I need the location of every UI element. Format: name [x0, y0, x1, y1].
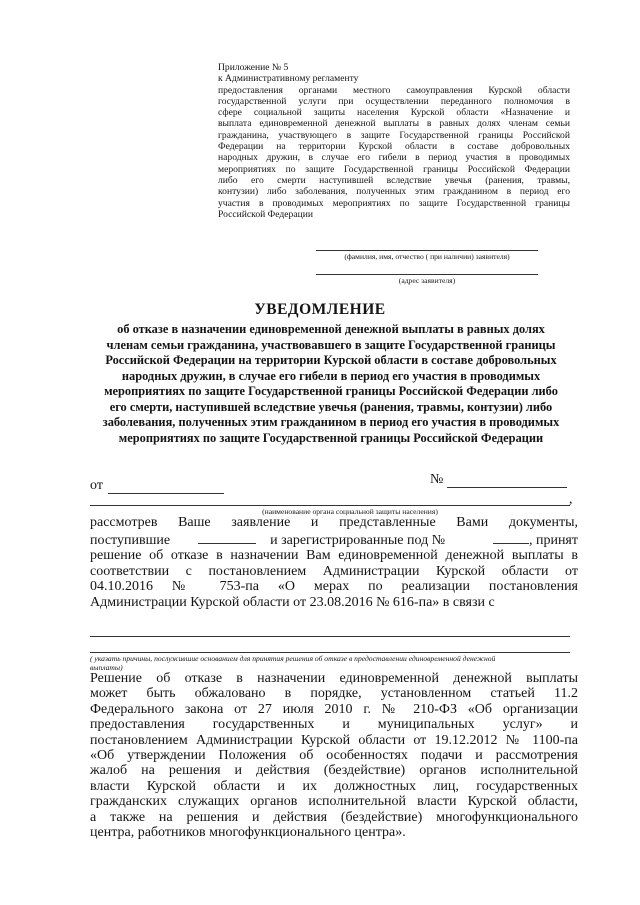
- reason-line[interactable]: [90, 636, 570, 637]
- reason-line[interactable]: [90, 652, 570, 653]
- body-line: соответствии с постановлением Администрации Курской области от: [90, 563, 578, 579]
- organ-name-line[interactable]: [90, 505, 570, 506]
- appendix-text-line: предоставления органами местного самоуправления Курской области: [218, 84, 570, 96]
- subtitle-line: его смерти, наступившей вследствие увечья (ранения, травмы, контузии) либо: [109, 399, 553, 414]
- appendix-number: Приложение № 5: [218, 62, 289, 73]
- body-paragraph-2: [90, 671, 578, 840]
- reason-note: [90, 654, 578, 672]
- applicant-address-caption: (адрес заявителя): [398, 276, 456, 285]
- received-date-field[interactable]: [198, 531, 256, 544]
- body-text: поступившие: [90, 532, 171, 548]
- number-field[interactable]: [447, 487, 567, 488]
- body-text: [270, 533, 487, 549]
- registration-number-field[interactable]: [493, 531, 529, 544]
- appendix-text-line: контузии) либо заболевания, полученных этим гражданином в период его: [218, 186, 570, 198]
- reason-note-line: выплаты): [90, 663, 123, 672]
- body-paragraph-1: [90, 515, 578, 610]
- subtitle-line: мероприятиях по защите Государственной границы Российской Федерации: [118, 430, 544, 445]
- document-subtitle: [88, 322, 574, 446]
- appendix-text-line: гражданина, участвующего в защите Государственной границы Российской: [218, 129, 570, 141]
- appendix-text-line: либо его смерти наступившей вследствие увечья (ранения, травмы,: [218, 174, 570, 186]
- applicant-address-line[interactable]: [316, 274, 538, 275]
- appendix-text-line: государственной услуги при осуществлении переданного полномочия в: [218, 95, 570, 107]
- applicant-name-caption: (фамилия, имя, отчество ( при наличии) заявителя): [344, 252, 510, 261]
- body-text: , принят: [528, 532, 578, 548]
- body-line: постановлением Администрации Курской области от 19.12.2012 № 1100-па: [90, 732, 578, 748]
- body-text-registered: и зарегистрированные под №: [270, 532, 446, 548]
- organ-trailing-comma: ,: [569, 492, 573, 507]
- appendix-reference: к Административному регламенту: [218, 73, 359, 85]
- subtitle-line: заболевания, полученных этим гражданином в период его участия в проводимых: [102, 415, 560, 429]
- applicant-name-line[interactable]: [316, 250, 538, 251]
- body-line: предоставления государственных и муниципальных услуг» и: [90, 717, 578, 733]
- appendix-block: [218, 62, 570, 220]
- body-line: «Об утверждении Положения об особенностях подачи и рассмотрения: [90, 748, 578, 764]
- organ-caption: (наименование органа социальной защиты населения): [262, 507, 438, 516]
- number-label: №: [430, 472, 444, 487]
- subtitle-line: мероприятиях по защите Государственной границы Российской Федерации либо: [104, 384, 558, 398]
- body-line: центра, работников многофункционального центра».: [90, 825, 406, 841]
- body-line: Администрации Курской области от 23.08.2016 № 616-па» в связи с: [90, 594, 495, 610]
- body-line: власти Курской области и их должностных лиц, государственных: [90, 778, 578, 794]
- subtitle-line: Российской Федерации на территории Курской области в составе добровольных: [105, 353, 557, 367]
- appendix-text-line: мероприятиях по защите Государственной границы Российской Федерации: [218, 163, 570, 175]
- appendix-text-line: сфере социальной защиты населения Курской области «Назначение и: [218, 107, 570, 119]
- appendix-text-line: Российской Федерации: [218, 208, 313, 220]
- body-line: может быть обжаловано в порядке, установленном статьей 11.2: [90, 686, 578, 702]
- body-line: 04.10.2016 № 753-па «О мерах по реализации постановления: [90, 579, 578, 594]
- body-line: Решение об отказе в назначении единовременной денежной выплаты: [90, 671, 578, 686]
- body-line: Федерального закона от 27 июля 2010 г. № 210-ФЗ «Об организации: [90, 701, 578, 717]
- body-line: жалоб на решения и действия (бездействие) органов исполнительной: [90, 763, 578, 779]
- appendix-text-line: Федерации на территории Курской области в составе добровольных: [218, 141, 570, 153]
- body-line: гражданских служащих органов исполнительной власти Курской области,: [90, 794, 578, 810]
- from-label: от: [90, 478, 103, 493]
- subtitle-line: народных дружин, в случае его гибели в период его участия в проводимых: [121, 368, 541, 383]
- body-line: а также на решения и действия (бездействие) многофункционального: [90, 809, 578, 825]
- reason-note-line: ( указать причины, послужившие основанием для принятия решения об отказе в предоставлении единовременной денежной: [90, 654, 496, 663]
- subtitle-line: членам семьи гражданина, участвовавшего в защите Государственной границы: [106, 337, 556, 352]
- appendix-text-line: выплата единовременной денежной выплаты в равных долях членам семьи: [218, 118, 570, 130]
- body-line: решение об отказе в назначении Вам единовременной денежной выплаты в: [90, 548, 578, 563]
- body-line: рассмотрев Ваше заявление и представленные Вами документы,: [90, 515, 578, 530]
- date-field[interactable]: [108, 493, 224, 494]
- document-title: УВЕДОМЛЕНИЕ: [254, 301, 386, 318]
- appendix-text-line: участия в проводимых мероприятиях по защите Государственной границы: [218, 197, 570, 209]
- body-line-registration: [90, 531, 578, 549]
- subtitle-line: об отказе в назначении единовременной денежной выплаты в равных долях: [117, 322, 545, 336]
- appendix-text-line: народных дружин, в случае его гибели в период участия в проводимых: [218, 152, 570, 164]
